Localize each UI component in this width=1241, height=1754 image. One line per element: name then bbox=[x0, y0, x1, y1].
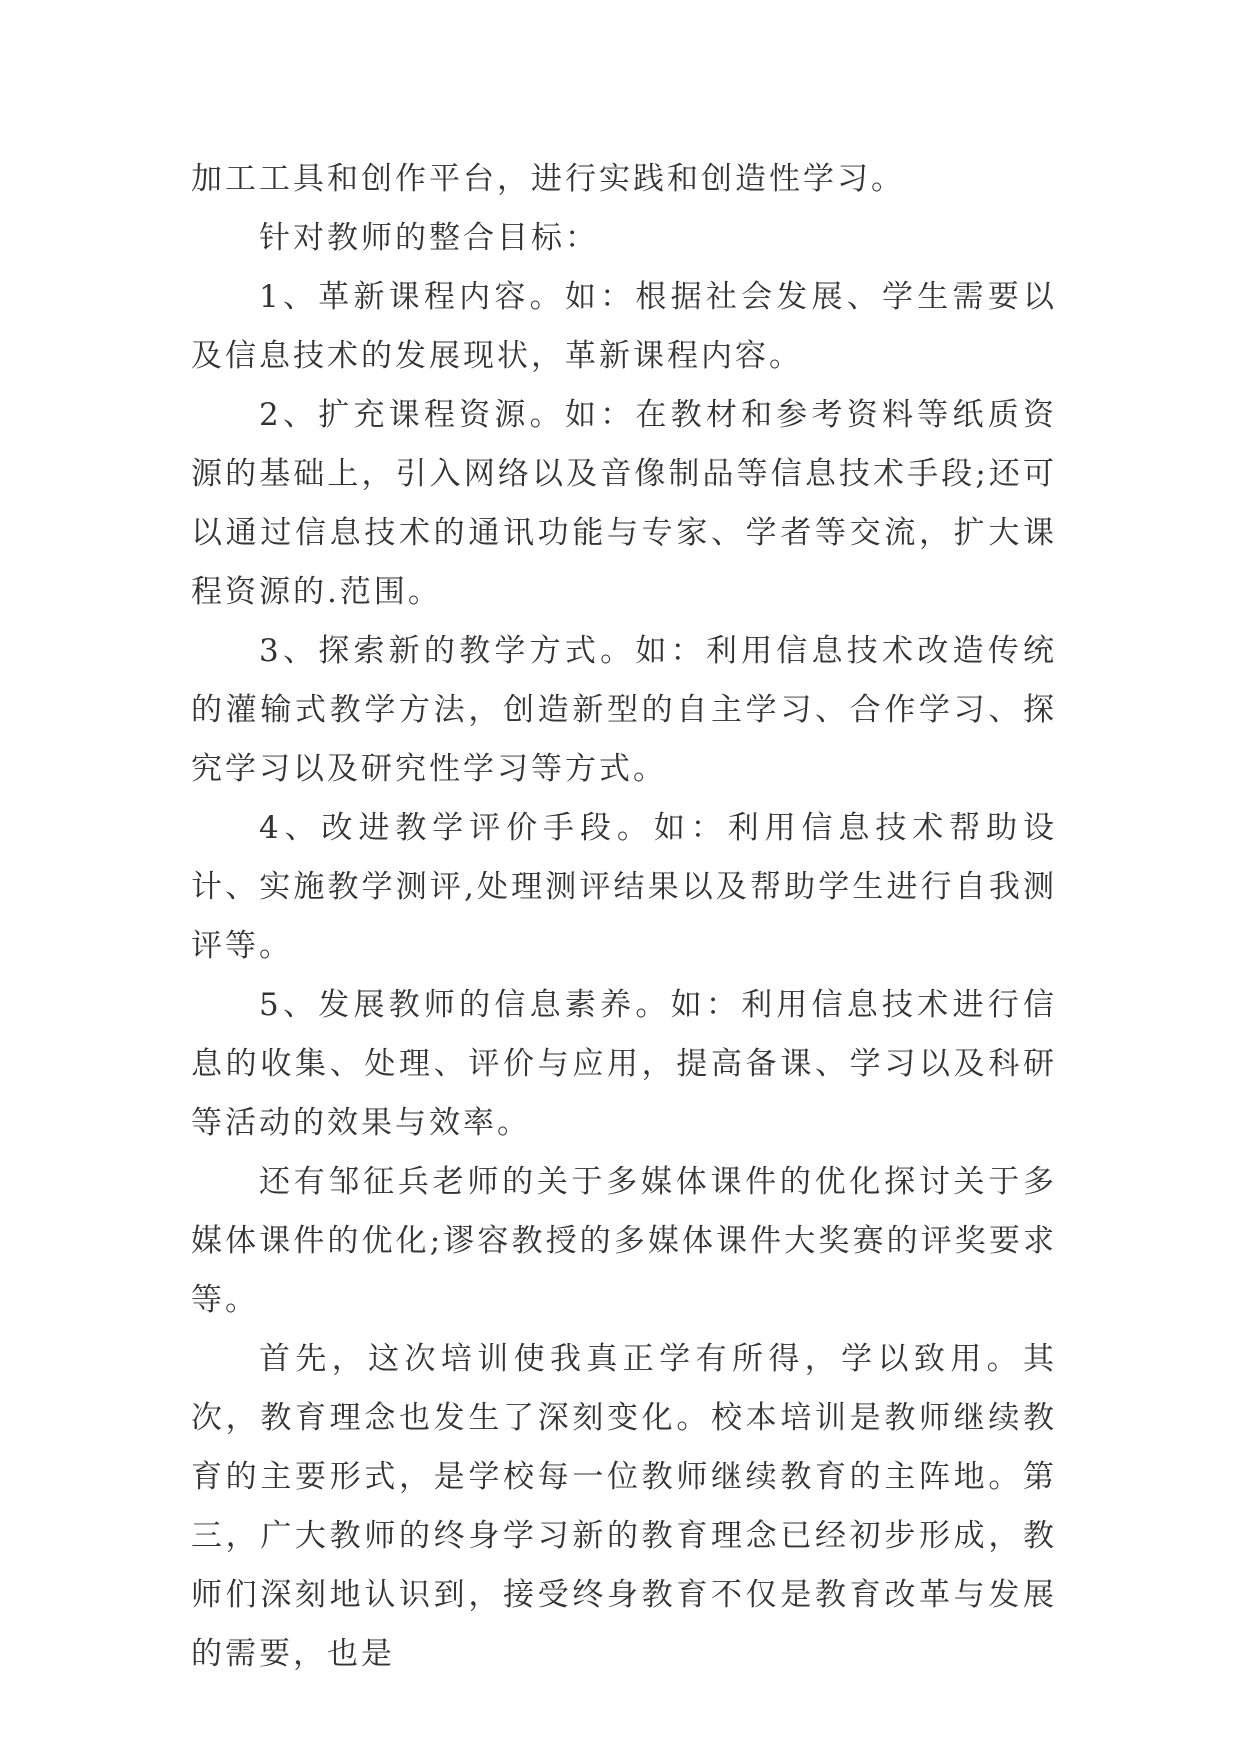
paragraph-1: 加工工具和创作平台，进行实践和创造性学习。 bbox=[191, 161, 905, 197]
paragraph-5: 3、探索新的教学方式。如：利用信息技术改造传统的灌输式教学方法，创造新型的自主学习、合作学习、探究学习以及研究性学习等方式。 bbox=[191, 633, 1057, 787]
paragraph-4: 2、扩充课程资源。如：在教材和参考资料等纸质资源的基础上，引入网络以及音像制品等信息技术手段;还可以通过信息技术的通讯功能与专家、学者等交流，扩大课程资源的.范围。 bbox=[191, 397, 1057, 610]
paragraph-2: 针对教师的整合目标： bbox=[259, 220, 599, 256]
paragraph-8: 还有邹征兵老师的关于多媒体课件的优化探讨关于多媒体课件的优化;谬容教授的多媒体课件大奖赛的评奖要求等。 bbox=[191, 1164, 1057, 1318]
paragraph-9: 首先，这次培训使我真正学有所得，学以致用。其次，教育理念也发生了深刻变化。校本培训是教师继续教育的主要形式，是学校每一位教师继续教育的主阵地。第三，广大教师的终身学习新的教育理念已经初步形成，教师们深刻地认识到，接受终身教育不仅是教育改革与发展的需要，也是 bbox=[191, 1341, 1057, 1672]
paragraph-3: 1、革新课程内容。如：根据社会发展、学生需要以及信息技术的发展现状，革新课程内容。 bbox=[191, 279, 1057, 374]
paragraph-7: 5、发展教师的信息素养。如：利用信息技术进行信息的收集、处理、评价与应用，提高备课、学习以及科研等活动的效果与效率。 bbox=[191, 987, 1057, 1141]
body-text bbox=[191, 150, 1057, 1684]
paragraph-6: 4、改进教学评价手段。如：利用信息技术帮助设计、实施教学测评,处理测评结果以及帮助学生进行自我测评等。 bbox=[191, 810, 1057, 964]
